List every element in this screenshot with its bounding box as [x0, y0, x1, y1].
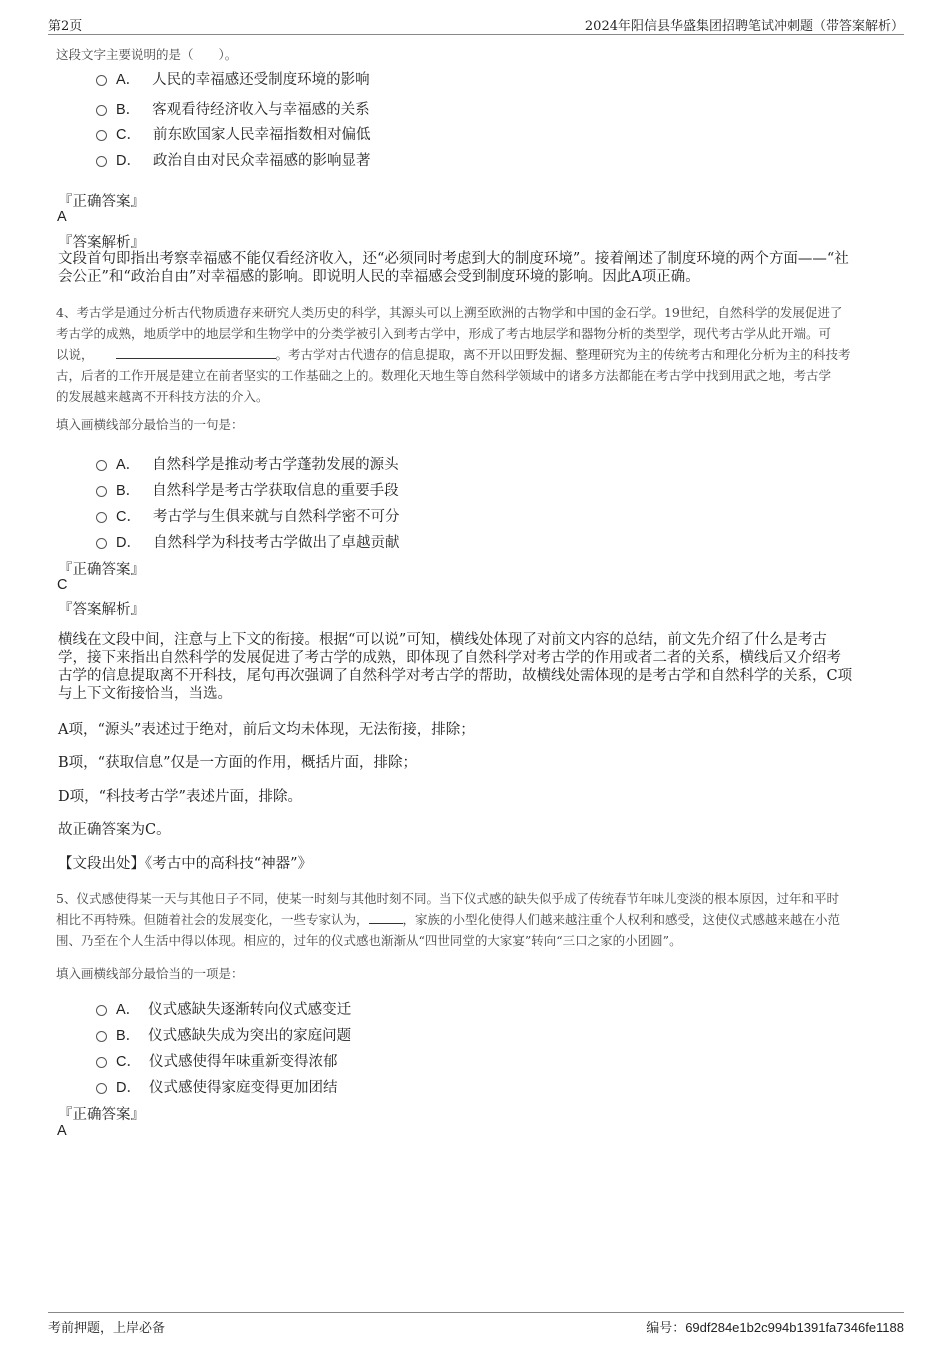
page-number: 第2页: [48, 19, 83, 34]
radio-icon[interactable]: [96, 156, 107, 167]
page-footer: [48, 1312, 904, 1335]
radio-icon[interactable]: [96, 486, 107, 497]
q4-analysis-option-a: A项，“源头”表述过于绝对，前后文均未体现，无法衔接，排除；: [58, 722, 475, 738]
q3-analysis: 文段首句即指出考察幸福感不能仅看经济收入，还“必须同时考虑到大的制度环境”。接着阐述了制度环境的两个方面——“社 会公正”和“政治自由”对幸福感的影响。即说明人民的幸福感会受到制度环境的影响。因此A项正确。: [58, 251, 849, 285]
fill-blank[interactable]: [116, 346, 276, 359]
q4-analysis-summary: 横线在文段中间，注意与上下文的衔接。根据“可以说”可知，横线处体现了对前文内容的总结，前文先介绍了什么是考古 学，接下来指出自然科学的发展促进了考古学的成熟，即体现了自然科学对考古学的作用或者二者的关系，横线后又介绍考 古学的信息提取离不开科技，尾句再次强调了自然科学对考古学的帮助，故横线处需体现的是考古学和自然科学的关系，C项 与上下文衔接恰当，当选。: [58, 632, 853, 702]
radio-icon[interactable]: [96, 512, 107, 523]
page-header: [48, 14, 904, 35]
footer-slogan: 考前押题，上岸必备: [48, 1321, 166, 1336]
q4-option-b[interactable]: B． 自然科学是考古学获取信息的重要手段: [96, 479, 399, 500]
q4-analysis-label: 『答案解析』: [58, 602, 145, 618]
q3-analysis-label: 『答案解析』: [58, 235, 145, 251]
q3-option-b[interactable]: B． 客观看待经济收入与幸福感的关系: [96, 98, 370, 119]
radio-icon[interactable]: [96, 1031, 107, 1042]
q4-option-a[interactable]: A． 自然科学是推动考古学蓬勃发展的源头: [96, 453, 399, 474]
radio-icon[interactable]: [96, 105, 107, 116]
radio-icon[interactable]: [96, 1057, 107, 1068]
q3-option-c[interactable]: C． 前东欧国家人民幸福指数相对偏低: [96, 123, 370, 144]
q4-option-c[interactable]: C． 考古学与生俱来就与自然科学密不可分: [96, 505, 399, 526]
q5-option-d[interactable]: D． 仪式感使得家庭变得更加团结: [96, 1076, 337, 1097]
radio-icon[interactable]: [96, 1005, 107, 1016]
document-title: 2024年阳信县华盛集团招聘笔试冲刺题（带答案解析）: [584, 19, 904, 34]
q4-answer: C: [57, 577, 68, 593]
radio-icon[interactable]: [96, 130, 107, 141]
q5-answer: A: [57, 1123, 67, 1139]
q4-stem: 4、考古学是通过分析古代物质遗存来研究人类历史的科学，其源头可以上溯至欧洲的古物学和中国的金石学。19世纪，自然科学的发展促进了 考古学的成熟，地质学中的地层学和生物学中的分类学被引入到考古学中，形成了考古地层学和器物分析的类型学，现代考古学从此开端。可 以说， 。考古学对古代遗存的信息提取，离不开以田野发掘、整理研究为主的传统考古和理化分析为主的科技考 古，后者的工作开展是建立在前者坚实的工作基础之上的。数理化天地生等自然科学领域中的诸多方法都能在考古学中找到用武之地，考古学 的发展越来越离不开科技方法的介入。: [56, 305, 851, 404]
q4-option-d[interactable]: D． 自然科学为科技考古学做出了卓越贡献: [96, 531, 399, 552]
q4-prompt: 填入画横线部分最恰当的一句是：: [56, 417, 244, 432]
q5-option-b[interactable]: B． 仪式感缺失成为突出的家庭问题: [96, 1024, 351, 1045]
q5-option-c[interactable]: C． 仪式感使得年味重新变得浓郁: [96, 1050, 337, 1071]
q5-stem: 5、仪式感使得某一天与其他日子不同，使某一时刻与其他时刻不同。当下仪式感的缺失似乎成了传统春节年味儿变淡的根本原因，过年和平时 相比不再特殊。但随着社会的发展变化，一些专家认为， ，家族的小型化使得人们越来越注重个人权利和感受，这使仪式感越来越在小范 围、乃至在个人生活中得以体现。相应的，过年的仪式感也渐渐从“四世同堂的大家宴”转向“三口之家的小团圆”。: [56, 891, 841, 948]
q4-answer-label: 『正确答案』: [58, 562, 145, 578]
q4-analysis-option-d: D项，“科技考古学”表述片面，排除。: [58, 789, 302, 805]
radio-icon[interactable]: [96, 460, 107, 471]
q5-option-a[interactable]: A． 仪式感缺失逐渐转向仪式感变迁: [96, 998, 351, 1019]
q4-analysis-option-b: B项，“获取信息”仅是一方面的作用，概括片面，排除；: [58, 755, 417, 771]
radio-icon[interactable]: [96, 1083, 107, 1094]
q3-answer: A: [57, 209, 67, 225]
q5-prompt: 填入画横线部分最恰当的一项是：: [56, 966, 244, 981]
q5-answer-label: 『正确答案』: [58, 1107, 145, 1123]
radio-icon[interactable]: [96, 538, 107, 549]
q3-answer-label: 『正确答案』: [58, 194, 145, 210]
fill-blank[interactable]: [369, 911, 403, 924]
q3-option-a[interactable]: A． 人民的幸福感还受制度环境的影响: [96, 68, 370, 89]
q4-source: 【文段出处】《考古中的高科技“神器”》: [58, 856, 313, 872]
q3-option-d[interactable]: D． 政治自由对民众幸福感的影响显著: [96, 149, 370, 170]
q4-conclusion: 故正确答案为C。: [58, 822, 171, 838]
radio-icon[interactable]: [96, 75, 107, 86]
document-id: 编号：69df284e1b2c994b1391fa7346fe1188: [646, 1320, 904, 1335]
q3-stem: 这段文字主要说明的是（ ）。: [56, 47, 238, 62]
